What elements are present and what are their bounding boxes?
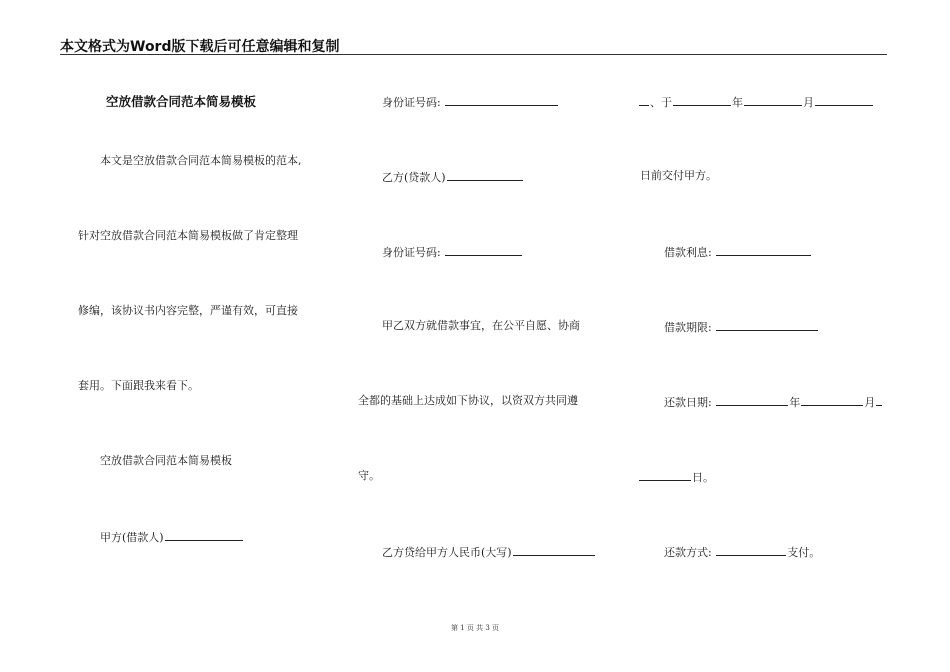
term-line — [664, 319, 819, 335]
party-b-line — [382, 169, 524, 185]
interest-blank — [716, 244, 811, 256]
delivery-line: 日前交付甲方。 — [640, 169, 717, 182]
agreement-line-3: 守。 — [358, 469, 380, 482]
intro-line-3: 修编，该协议书内容完整，严谨有效，可直接 — [78, 304, 298, 317]
interest-line — [664, 244, 812, 260]
repay-year-blank — [716, 394, 788, 406]
party-b-blank — [447, 169, 523, 181]
id-a-line — [382, 94, 559, 110]
loan-amount-line — [382, 544, 596, 560]
repay-day-line — [638, 469, 714, 485]
delivery-date-line — [638, 94, 874, 110]
intro-line-2: 针对空放借款合同范本简易模板做了肯定整理 — [78, 229, 298, 242]
delivery-month-label: 月 — [803, 96, 814, 109]
page-footer: 第 1 页 共 3 页 — [450, 624, 500, 632]
delivery-year-label: 年 — [732, 96, 743, 109]
repay-month-blank — [801, 394, 863, 406]
loan-amount-blank — [513, 544, 595, 556]
party-b-label: 乙方(贷款人) — [382, 171, 446, 184]
agreement-line-1: 甲乙双方就借款事宜，在公平自愿、协商 — [382, 319, 580, 332]
id-a-label: 身份证号码: — [382, 96, 441, 109]
loan-amount-label: 乙方贷给甲方人民币(大写) — [382, 546, 512, 559]
agreement-line-2: 全都的基础上达成如下协议，以资双方共同遵 — [358, 394, 578, 407]
repay-day-blank — [639, 469, 691, 481]
delivery-month-blank — [744, 94, 802, 106]
id-a-blank — [445, 94, 558, 106]
repay-tail-blank — [876, 394, 882, 406]
header-text: 本文格式为Word版下载后可任意编辑和复制 — [60, 39, 340, 55]
repay-method-blank — [716, 544, 786, 556]
repay-date-label: 还款日期: — [664, 396, 712, 409]
repay-method-label: 还款方式: — [664, 546, 712, 559]
id-b-label: 身份证号码: — [382, 246, 441, 259]
delivery-date-prefix: 、于 — [650, 96, 672, 109]
repay-date-line — [664, 394, 883, 410]
repay-year-label: 年 — [789, 396, 801, 409]
repay-day-label: 日。 — [692, 471, 714, 484]
party-a-label: 甲方(借款人) — [100, 531, 164, 544]
contract-subtitle: 空放借款合同范本简易模板 — [100, 454, 232, 467]
id-b-line — [382, 244, 523, 260]
repay-method-suffix: 支付。 — [787, 546, 821, 559]
interest-label: 借款利息: — [664, 246, 712, 259]
term-blank — [716, 319, 818, 331]
party-a-blank — [165, 529, 243, 541]
page-header — [60, 34, 887, 55]
intro-line-1: 本文是空放借款合同范本简易模板的范本, — [100, 154, 302, 167]
document-title: 空放借款合同范本简易模板 — [106, 94, 257, 109]
id-b-blank — [445, 244, 522, 256]
delivery-day-blank — [815, 94, 873, 106]
repay-method-line — [664, 544, 820, 560]
delivery-year-blank — [673, 94, 731, 106]
repay-month-label: 月 — [864, 396, 876, 409]
delivery-prefix-blank — [639, 94, 649, 106]
term-label: 借款期限: — [664, 321, 712, 334]
intro-line-4: 套用。下面跟我来看下。 — [78, 379, 199, 392]
party-a-line — [100, 529, 244, 545]
